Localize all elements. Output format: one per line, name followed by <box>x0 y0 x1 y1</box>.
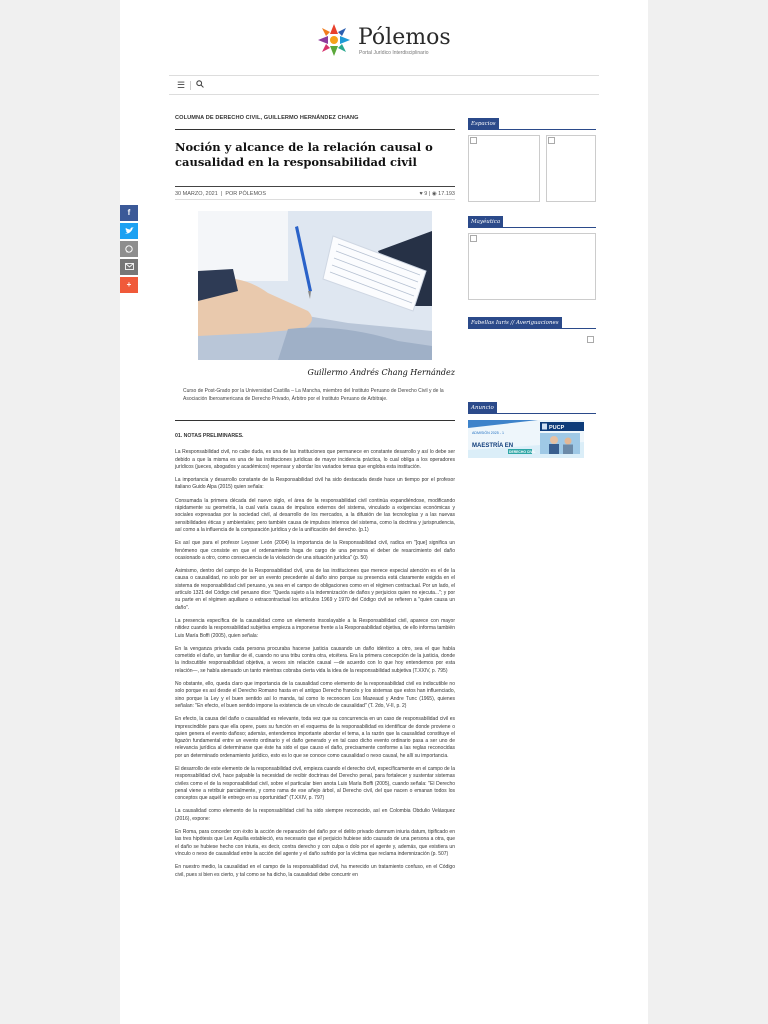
article-category[interactable]: COLUMNA DE DERECHO CIVIL, GUILLERMO HERNÁNDEZ CHANG <box>175 115 359 121</box>
body-paragraph: Asimismo, dentro del campo de la Responsabilidad civil, una de las instituciones que merece especial atención es el de la causa o causalidad, no solo por ser un evento precedente al daño sino porque su presencia está claramente exigida en el sistema de responsabilidad civil peruano, ya sea en el campo de obligaciones como en el régimen contractual. Por un lado, el artículo 1321 del Código civil peruano dice: "Queda sujeto a la indemnización de daños y perjuicios quien no ejecuta..."; y por su parte en el régimen aquiliano o extracontractual los artículos 1969 y 1970 del Código civil se refieren a "quien causa un daño". <box>175 568 455 611</box>
article-featured-image <box>198 211 432 360</box>
meta-separator: | <box>219 191 226 197</box>
ad-line2: MAESTRÍA EN <box>472 443 514 449</box>
body-quote: En la venganza privada cada persona procuraba hacerse justicia causando un daño idéntico a otro, sea el que había cometido el daño, un familiar de él, cuando no una tribu contra otra, etcétera. Era la primera concepción de la justicia, donde la indiscutible responsabilidad objetiva, a veces sin relación causal —de acuerdo con lo que hoy entendemos por esta relación—, se había atenuado un tanto mientras cobraba cierta vida la idea de la responsabilidad subjetiva (T.XXIV, p. 795) <box>175 645 455 674</box>
body-paragraph: Es así que para el profesor Leysser León (2004) la importancia de la Responsabilidad civil, radica en "[que] significa un fenómeno que consiste en que el ordenamiento haga de cargo de una persona el deber de resarcimiento del daño ocasionado a otro, como consecuencia de la violación de una situación jurídica" (p. 50) <box>175 540 455 561</box>
pucp-ad-graphic <box>468 420 584 458</box>
widget-title: Mayéutica <box>468 216 596 228</box>
social-share-bar <box>120 205 138 295</box>
facebook-icon[interactable]: f <box>120 205 138 221</box>
widget-mayeutica <box>468 216 596 306</box>
heart-icon[interactable]: ♥ <box>419 191 423 197</box>
nav-divider <box>190 81 191 90</box>
logo-mark-icon <box>316 22 352 58</box>
menu-icon[interactable]: ☰ <box>177 80 186 90</box>
body-quote: Consumada la primera década del nuevo siglo, el área de la responsabilidad civil continúa expandiéndose, modificando rápidamente su geometría, la cual varía causa de impulsos externos del sistema, vinculado a exigencias económicas y sociales expresadas por la sociedad civil, al desarrollo de los mercados, a la difusión de las tecnologías y a las nuevas sensibilidades éticas y ambientales; pero también causa de impulsos internos del sistema, como la doctrina y jurisprudencia, así como a la influencia de la comparación jurídica y de la unificación del derecho. (p.1) <box>175 497 455 533</box>
author-name: Guillermo Andrés Chang Hernández <box>307 368 455 377</box>
body-paragraph: En efecto, la causa del daño o causalidad es relevante, toda vez que su concurrencia en un caso de responsabilidad civil es imprescindible para que ella opere, pues su función en el esquema de la responsabilidad es identificar de donde proviene o quien genera el evento dañoso; además, entendemos importante abordar el tema, a la razón que la causalidad constituye el ligazón fundamental entre un evento ordinario y el daño generado y en tal caso dicho evento ordinario pasa a ser uno de relevancia jurídica al determinarse que éste ha sido el que causo el daño, precisamente conforme a las reglas reconocidas por un determinado ordenamiento jurídico, esto es lo que se conoce como causalidad o nexo causal, he allí su importancia. <box>175 716 455 759</box>
section-heading: 01. NOTAS PRELIMINARES. <box>175 433 244 439</box>
article-date: 30 MARZO, 2021 <box>175 191 218 197</box>
main-navbar <box>169 75 599 95</box>
title-divider <box>175 129 455 130</box>
body-paragraph: La causalidad como elemento de la responsabilidad civil ha sido siempre reconocido, así en Colombia Obdulio Velásquez (2016), expone: <box>175 808 455 822</box>
body-paragraph: La importancia y desarrollo constante de la Responsabilidad civil ha sido destacada desde hace un tiempo por el profesor italiano Guido Alpa (2015) quien señala: <box>175 477 455 491</box>
widget-image[interactable] <box>468 135 540 202</box>
twitter-icon[interactable] <box>120 223 138 239</box>
article-title: Noción y alcance de la relación causal o causalidad en la responsabilidad civil <box>175 140 433 169</box>
widget-title: Anuncio <box>468 402 596 414</box>
page-container <box>120 0 648 1024</box>
article-author-link[interactable]: POR PÓLEMOS <box>225 191 266 197</box>
ad-brand: PUCP <box>549 425 565 431</box>
body-paragraph: La Responsabilidad civil, no cabe duda, es una de las instituciones que permanece en constante desarrollo y así lo debe ser debido a que la misma es una de las instituciones jurídicas de mayor incidencia práctica, lo cual obliga a los operadores jurídicos (jueces, abogados y académicos) repensar y abordar los variados temas que engloba esta institución. <box>175 449 455 470</box>
body-paragraph: No obstante, ello, queda claro que importancia de la causalidad como elemento de la responsabilidad civil es indiscutible no solo porque es así desde el Derecho Romano hasta en el antiguo Derecho francés y los sistemas que estos han influenciado, sino porque la Ley y el buen sentido así lo manda, tal como lo reconocen Los Mazeaud y Andre Tunc (1965), quienes señalan: "En efecto, el buen sentido impone la existencia de un vínculo de causalidad" (T. 2do, V-II, p. 2) <box>175 681 455 709</box>
widget-fabellas <box>468 317 596 387</box>
body-quote: En Roma, para conceder con éxito la acción de reparación del daño por el delito privado damnum iniuria datum, tipificado en las tres hipótesis que Lex Aquilia estableció, era necesario que el perjuicio hubiese sido causado de una persona a otra, que el daño se hubiese hecho con iniuria, es decir, contra derecho y con culpa o dolo por el agente y, además, que existiera un vínculo o nexo de causalidad entre la acción del agente y el daño sufrido por la víctima que reclama indemnización (p. 507) <box>175 829 455 857</box>
site-tagline: Portal Jurídico Interdisciplinario <box>359 50 429 56</box>
widget-title: Fabellas Iuris // Averiguaciones <box>468 317 596 329</box>
body-paragraph: La presencia específica de la causalidad como un elemento insoslayable a la Responsabilidad civil, aparece con mayor nitidez cuando la responsabilidad subjetiva empieza a imponerse frente a la Responsabilidad objetiva, de ello informa también Luis María Boffi (2005), quien señala: <box>175 617 455 639</box>
site-logo[interactable] <box>316 20 466 62</box>
ad-line1: ADMISIÓN 2025 - 1 <box>472 431 504 435</box>
view-count: 17.193 <box>438 191 455 197</box>
author-bio: Curso de Post-Grado por la Universidad Castilla – La Mancha, miembro del Instituto Peruano de Derecho Civil y de la Asociación Iberoamericana de Derecho Privado, Árbitro por el Instituto Peruano de Arbitraje. <box>183 388 444 402</box>
meta-date-author <box>175 191 266 197</box>
meta-stats <box>419 191 455 197</box>
ad-line3: DERECHO CIVIL <box>509 450 536 454</box>
widget-image[interactable] <box>586 335 596 345</box>
eye-icon: ◉ <box>431 191 437 197</box>
pucp-ad-banner[interactable] <box>468 420 584 458</box>
widget-title: Espacios <box>468 118 596 130</box>
site-name: Pólemos <box>358 25 451 50</box>
article-meta <box>175 186 455 200</box>
widget-image[interactable] <box>546 135 596 202</box>
email-icon[interactable] <box>120 259 138 275</box>
widget-image[interactable] <box>468 233 596 300</box>
widget-espacios <box>468 118 596 208</box>
whatsapp-icon[interactable] <box>120 241 138 257</box>
body-paragraph: El desarrollo de este elemento de la responsabilidad civil, empieza cuando el derecho civil, específicamente en el campo de la responsabilidad civil, hace palpable la necesidad de recibir doctrinas del Derecho penal, para fortalecer y sustentar sistemas civiles como el de la responsabilidad civil, sobre el particular bien anota Luis María Boffi (2005), cuando señala: "El Derecho penal viene a retribuir parcialmente, y como rama de ese añejo árbol, al Derecho civil, del que nacen o emanan todos los conceptos que aquél le entrego en su oportunidad" (T.XXIV, p. 797) <box>175 765 455 802</box>
handshake-documents-image <box>198 211 432 360</box>
body-paragraph: En nuestro medio, la causalidad en el campo de la responsabilidad civil, ha merecido un tratamiento confuso, en el Código civil, pues si bien es cierto, y tal como se ha dicho, la causalidad debe concurrir en <box>175 864 455 878</box>
meta-separator: | <box>428 191 432 197</box>
more-share-icon[interactable]: + <box>120 277 138 293</box>
article-body <box>175 433 455 879</box>
article-main <box>175 115 455 885</box>
bio-divider <box>175 420 455 421</box>
like-count: 9 <box>424 191 428 197</box>
search-icon[interactable] <box>196 80 204 90</box>
